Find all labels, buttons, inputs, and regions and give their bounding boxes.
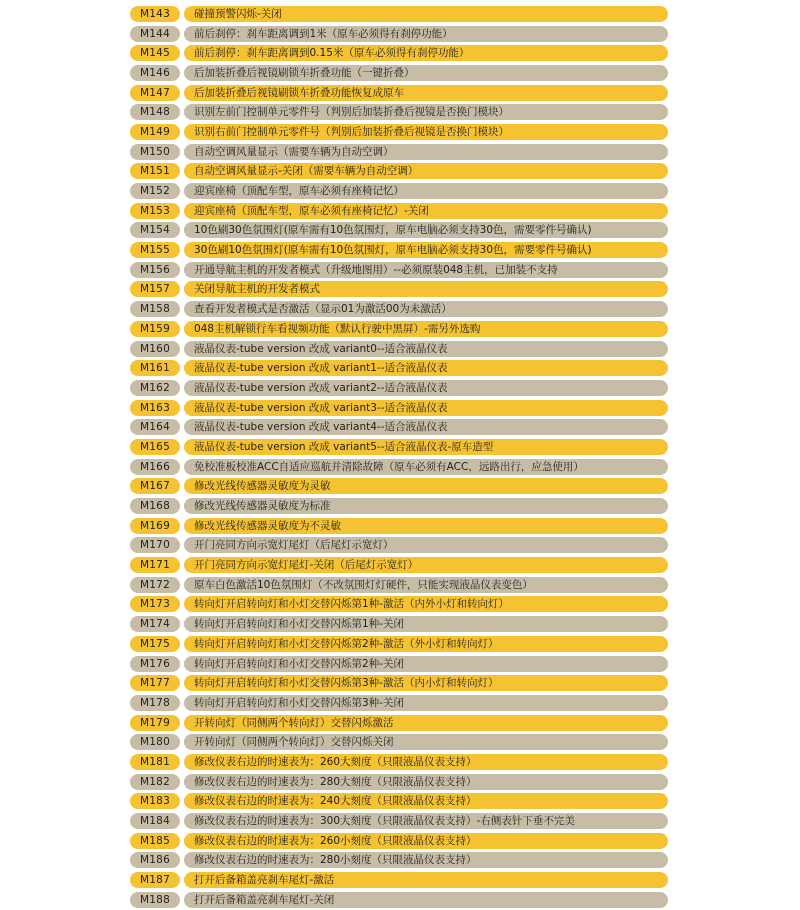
list-item [130, 792, 668, 812]
list-item [130, 772, 668, 792]
list-item [130, 673, 668, 693]
item-description: 开门亮同方向示宽灯尾灯（后尾灯示宽灯） [184, 537, 668, 553]
item-code-badge: M163 [130, 400, 180, 416]
item-code-badge: M185 [130, 833, 180, 849]
item-description: 开通导航主机的开发者模式（升级地图用）--必须原装048主机，已加装不支持 [184, 262, 668, 278]
item-code-badge: M158 [130, 301, 180, 317]
item-description: 液晶仪表-tube version 改成 variant2--适合液晶仪表 [184, 380, 668, 396]
list-item [130, 417, 668, 437]
list-item [130, 398, 668, 418]
item-description: 修改仪表右边的时速表为：280大刻度（只限液晶仪表支持） [184, 774, 668, 790]
item-description: 048主机解锁行车看视频功能（默认行驶中黑屏）-需另外选购 [184, 321, 668, 337]
item-description: 打开后备箱盖亮刹车尾灯-关闭 [184, 892, 668, 908]
list-item [130, 43, 668, 63]
list-item [130, 280, 668, 300]
item-code-badge: M145 [130, 45, 180, 61]
item-code-badge: M176 [130, 656, 180, 672]
item-code-badge: M172 [130, 577, 180, 593]
item-code-badge: M149 [130, 124, 180, 140]
list-item [130, 752, 668, 772]
item-description: 开转向灯（同侧两个转向灯）交替闪烁激活 [184, 715, 668, 731]
item-code-badge: M154 [130, 222, 180, 238]
item-description: 迎宾座椅（顶配车型，原车必须有座椅记忆）-关闭 [184, 203, 668, 219]
list-item [130, 890, 668, 910]
item-code-badge: M175 [130, 636, 180, 652]
list-item [130, 614, 668, 634]
item-code-badge: M153 [130, 203, 180, 219]
list-item [130, 437, 668, 457]
item-code-badge: M166 [130, 459, 180, 475]
item-code-badge: M171 [130, 557, 180, 573]
item-code-badge: M170 [130, 537, 180, 553]
list-item [130, 693, 668, 713]
item-description: 免校准板校准ACC自适应巡航并清除故障（原车必须有ACC，远路出行，应急使用） [184, 459, 668, 475]
list-item [130, 496, 668, 516]
list-item [130, 181, 668, 201]
list-item [130, 713, 668, 733]
list-item [130, 63, 668, 83]
item-code-badge: M147 [130, 85, 180, 101]
item-code-badge: M161 [130, 360, 180, 376]
item-code-badge: M186 [130, 852, 180, 868]
list-item [130, 162, 668, 182]
item-description: 后加装折叠后视镜刷锁车折叠功能恢复成原车 [184, 85, 668, 101]
list-item [130, 102, 668, 122]
item-description: 碰撞预警闪烁-关闭 [184, 6, 668, 22]
item-description: 转向灯开启转向灯和小灯交替闪烁第1种-关闭 [184, 616, 668, 632]
item-code-badge: M148 [130, 104, 180, 120]
item-description: 查看开发者模式是否激活（显示01为激活00为未激活） [184, 301, 668, 317]
list-item [130, 240, 668, 260]
item-description: 开转向灯（同侧两个转向灯）交替闪烁关闭 [184, 734, 668, 750]
item-code-badge: M150 [130, 144, 180, 160]
list-item [130, 24, 668, 44]
item-description: 液晶仪表-tube version 改成 variant4--适合液晶仪表 [184, 419, 668, 435]
item-description: 液晶仪表-tube version 改成 variant3--适合液晶仪表 [184, 400, 668, 416]
item-code-badge: M178 [130, 695, 180, 711]
item-code-badge: M157 [130, 281, 180, 297]
list-item [130, 457, 668, 477]
list-item [130, 358, 668, 378]
list-item [130, 299, 668, 319]
item-description: 自动空调风量显示-关闭（需要车辆为自动空调） [184, 163, 668, 179]
item-code-badge: M143 [130, 6, 180, 22]
item-code-badge: M164 [130, 419, 180, 435]
item-code-badge: M179 [130, 715, 180, 731]
item-description: 修改光线传感器灵敏度为不灵敏 [184, 518, 668, 534]
item-code-badge: M174 [130, 616, 180, 632]
list-item [130, 122, 668, 142]
list-item [130, 201, 668, 221]
list-item [130, 221, 668, 241]
item-code-badge: M159 [130, 321, 180, 337]
item-description: 转向灯开启转向灯和小灯交替闪烁第1种-激活（内外小灯和转向灯） [184, 596, 668, 612]
item-description: 修改仪表右边的时速表为：260大刻度（只限液晶仪表支持） [184, 754, 668, 770]
item-description: 修改仪表右边的时速表为：300大刻度（只限液晶仪表支持）-右侧表针下垂不完美 [184, 813, 668, 829]
item-description: 转向灯开启转向灯和小灯交替闪烁第3种-激活（内小灯和转向灯） [184, 675, 668, 691]
list-item [130, 555, 668, 575]
list-item [130, 654, 668, 674]
list-item [130, 319, 668, 339]
item-code-badge: M182 [130, 774, 180, 790]
item-description: 修改光线传感器灵敏度为标准 [184, 498, 668, 514]
item-code-badge: M155 [130, 242, 180, 258]
item-code-badge: M184 [130, 813, 180, 829]
list-item [130, 516, 668, 536]
item-description: 识别右前门控制单元零件号（判别后加装折叠后视镜是否换门模块） [184, 124, 668, 140]
item-code-badge: M187 [130, 872, 180, 888]
list-item [130, 851, 668, 871]
item-code-badge: M152 [130, 183, 180, 199]
item-code-badge: M168 [130, 498, 180, 514]
list-item [130, 378, 668, 398]
item-description: 迎宾座椅（顶配车型，原车必须有座椅记忆） [184, 183, 668, 199]
item-description: 液晶仪表-tube version 改成 variant5--适合液晶仪表-原车造型 [184, 439, 668, 455]
list-item [130, 477, 668, 497]
list-item [130, 634, 668, 654]
item-code-badge: M183 [130, 793, 180, 809]
list-item [130, 83, 668, 103]
list-item [130, 4, 668, 24]
item-description: 原车白色激活10色氛围灯（不改氛围灯灯硬件，只能实现液晶仪表变色） [184, 577, 668, 593]
item-description: 开门亮同方向示宽灯尾灯-关闭（后尾灯示宽灯） [184, 557, 668, 573]
item-description: 修改仪表右边的时速表为：280小刻度（只限液晶仪表支持） [184, 852, 668, 868]
function-code-list [0, 4, 800, 910]
item-code-badge: M165 [130, 439, 180, 455]
list-item [130, 732, 668, 752]
item-description: 修改仪表右边的时速表为：260小刻度（只限液晶仪表支持） [184, 833, 668, 849]
item-description: 30色刷10色氛围灯(原车需有10色氛围灯，原车电脑必须支持30色，需要零件号确认) [184, 242, 668, 258]
item-description: 10色刷30色氛围灯(原车需有10色氛围灯，原车电脑必须支持30色，需要零件号确认) [184, 222, 668, 238]
item-code-badge: M146 [130, 65, 180, 81]
item-code-badge: M167 [130, 478, 180, 494]
item-code-badge: M160 [130, 341, 180, 357]
item-description: 打开后备箱盖亮刹车尾灯-激活 [184, 872, 668, 888]
list-item [130, 831, 668, 851]
item-description: 转向灯开启转向灯和小灯交替闪烁第2种-关闭 [184, 656, 668, 672]
item-description: 自动空调风量显示（需要车辆为自动空调） [184, 144, 668, 160]
list-item [130, 536, 668, 556]
item-code-badge: M180 [130, 734, 180, 750]
item-description: 前后刹停：刹车距离调到1米（原车必须得有刹停功能） [184, 26, 668, 42]
list-item [130, 811, 668, 831]
item-code-badge: M188 [130, 892, 180, 908]
list-item [130, 575, 668, 595]
item-description: 转向灯开启转向灯和小灯交替闪烁第2种-激活（外小灯和转向灯） [184, 636, 668, 652]
item-code-badge: M162 [130, 380, 180, 396]
item-description: 修改光线传感器灵敏度为灵敏 [184, 478, 668, 494]
item-description: 液晶仪表-tube version 改成 variant1--适合液晶仪表 [184, 360, 668, 376]
list-item [130, 595, 668, 615]
list-item [130, 339, 668, 359]
item-description: 液晶仪表-tube version 改成 variant0--适合液晶仪表 [184, 341, 668, 357]
list-item [130, 260, 668, 280]
list-item [130, 870, 668, 890]
item-code-badge: M181 [130, 754, 180, 770]
item-code-badge: M177 [130, 675, 180, 691]
item-description: 关闭导航主机的开发者模式 [184, 281, 668, 297]
list-item [130, 142, 668, 162]
item-description: 识别左前门控制单元零件号（判别后加装折叠后视镜是否换门模块） [184, 104, 668, 120]
item-code-badge: M169 [130, 518, 180, 534]
item-description: 后加装折叠后视镜刷锁车折叠功能（一键折叠） [184, 65, 668, 81]
item-description: 前后刹停：刹车距离调到0.15米（原车必须得有刹停功能） [184, 45, 668, 61]
item-code-badge: M156 [130, 262, 180, 278]
item-code-badge: M173 [130, 596, 180, 612]
item-code-badge: M144 [130, 26, 180, 42]
item-description: 修改仪表右边的时速表为：240大刻度（只限液晶仪表支持） [184, 793, 668, 809]
item-description: 转向灯开启转向灯和小灯交替闪烁第3种-关闭 [184, 695, 668, 711]
item-code-badge: M151 [130, 163, 180, 179]
